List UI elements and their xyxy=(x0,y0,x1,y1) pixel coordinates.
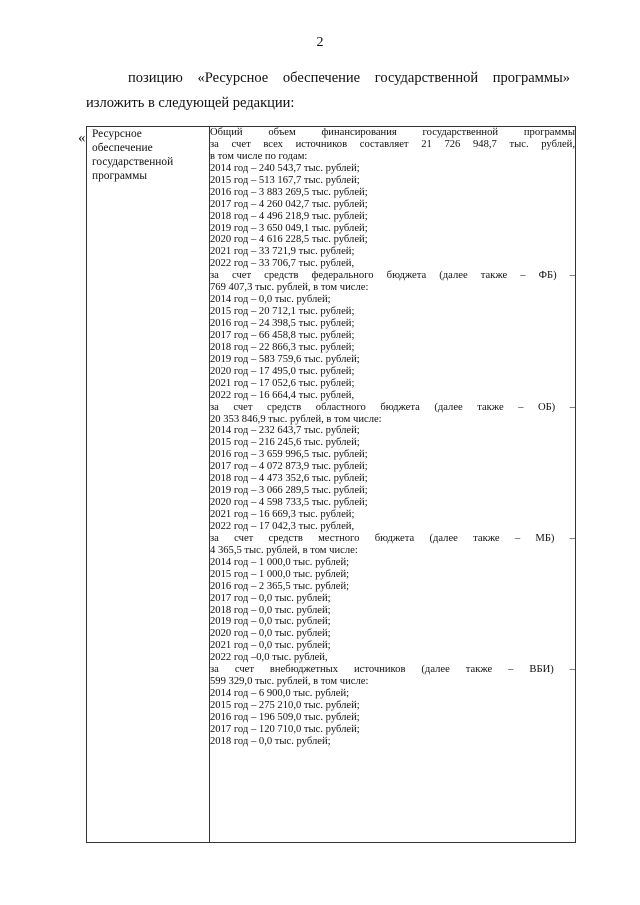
funding-line: за счет внебюджетных источников (далее также – ВБИ) – xyxy=(210,664,575,676)
content-cell xyxy=(210,127,576,843)
funding-line: 2016 год – 3 883 269,5 тыс. рублей; xyxy=(210,186,368,198)
funding-line: 2018 год – 4 496 218,9 тыс. рублей; xyxy=(210,210,368,222)
row-label: Ресурсное обеспечение государственной программы xyxy=(92,128,174,182)
funding-line: 2016 год – 2 365,5 тыс. рублей; xyxy=(210,580,350,592)
funding-line: 2016 год – 24 398,5 тыс. рублей; xyxy=(210,318,355,329)
intro-line-1: позицию «Ресурсное обеспечение государственной программы» xyxy=(128,70,570,86)
funding-line: 2015 год – 1 000,0 тыс. рублей; xyxy=(210,568,350,580)
funding-line: 2015 год – 216 245,6 тыс. рублей; xyxy=(210,437,360,449)
funding-line: 2015 год – 20 712,1 тыс. рублей; xyxy=(210,306,355,318)
funding-line: 769 407,3 тыс. рублей, в том числе: xyxy=(210,282,369,294)
resources-table xyxy=(86,126,576,843)
intro-line-2: изложить в следующей редакции: xyxy=(86,95,295,111)
funding-line: за счет средств местного бюджета (далее также – МБ) – xyxy=(210,532,575,544)
funding-line: в том числе по годам: xyxy=(210,150,308,162)
funding-line: 2022 год –0,0 тыс. рублей, xyxy=(210,652,328,664)
funding-line: 2018 год – 0,0 тыс. рублей; xyxy=(210,604,331,616)
funding-line: 2017 год – 66 458,8 тыс. рублей; xyxy=(210,329,355,341)
funding-line: 2022 год – 16 664,4 тыс. рублей, xyxy=(210,389,355,401)
funding-line: Общий объем финансирования государственной программы xyxy=(210,127,575,138)
funding-line: 2014 год – 6 900,0 тыс. рублей; xyxy=(210,688,350,700)
funding-line: 2019 год – 583 759,6 тыс. рублей; xyxy=(210,353,360,365)
funding-line: 2014 год – 232 643,7 тыс. рублей; xyxy=(210,425,360,437)
funding-line: 2016 год – 3 659 996,5 тыс. рублей; xyxy=(210,449,368,461)
label-cell xyxy=(87,127,210,843)
funding-line: 2021 год – 0,0 тыс. рублей; xyxy=(210,640,331,652)
funding-line: 2020 год – 4 598 733,5 тыс. рублей; xyxy=(210,497,368,509)
page-number: 2 xyxy=(316,35,324,50)
funding-line: 2021 год – 17 052,6 тыс. рублей; xyxy=(210,377,355,389)
funding-line: 2019 год – 3 650 049,1 тыс. рублей; xyxy=(210,222,368,234)
table-row xyxy=(87,127,576,843)
funding-line: 2022 год – 17 042,3 тыс. рублей, xyxy=(210,520,355,532)
funding-line: 2014 год – 0,0 тыс. рублей; xyxy=(210,294,331,306)
funding-line: 2018 год – 22 866,3 тыс. рублей; xyxy=(210,341,355,353)
funding-line: 4 365,5 тыс. рублей, в том числе: xyxy=(210,544,358,556)
funding-line: за счет средств областного бюджета (далее также – ОБ) – xyxy=(210,401,575,413)
funding-line: 2015 год – 275 210,0 тыс. рублей; xyxy=(210,700,360,711)
opening-quote: « xyxy=(78,130,86,146)
funding-line: за счет всех источников составляет 21 726 948,7 тыс. рублей, xyxy=(210,138,575,150)
funding-text xyxy=(210,127,575,748)
funding-line: 2019 год – 3 066 289,5 тыс. рублей; xyxy=(210,485,368,497)
funding-line: 2018 год – 0,0 тыс. рублей; xyxy=(210,735,331,747)
funding-line: 2016 год – 196 509,0 тыс. рублей; xyxy=(210,711,360,723)
funding-line: 2014 год – 240 543,7 тыс. рублей; xyxy=(210,162,360,174)
funding-line: 2017 год – 4 260 042,7 тыс. рублей; xyxy=(210,198,368,210)
funding-line: 20 353 846,9 тыс. рублей, в том числе: xyxy=(210,413,382,425)
funding-line: за счет средств федерального бюджета (далее также – ФБ) – xyxy=(210,270,575,282)
funding-line: 2017 год – 0,0 тыс. рублей; xyxy=(210,592,331,604)
funding-line: 2021 год – 16 669,3 тыс. рублей; xyxy=(210,509,355,520)
funding-line: 2017 год – 4 072 873,9 тыс. рублей; xyxy=(210,461,368,473)
funding-line: 2022 год – 33 706,7 тыс. рублей, xyxy=(210,258,355,270)
funding-line: 2014 год – 1 000,0 тыс. рублей; xyxy=(210,556,350,568)
funding-line: 2015 год – 513 167,7 тыс. рублей; xyxy=(210,174,360,186)
funding-line: 2018 год – 4 473 352,6 тыс. рублей; xyxy=(210,473,368,485)
funding-line: 599 329,0 тыс. рублей, в том числе: xyxy=(210,676,369,688)
funding-line: 2020 год – 0,0 тыс. рублей; xyxy=(210,628,331,640)
funding-line: 2019 год – 0,0 тыс. рублей; xyxy=(210,616,331,628)
funding-line: 2021 год – 33 721,9 тыс. рублей; xyxy=(210,246,355,258)
funding-line: 2017 год – 120 710,0 тыс. рублей; xyxy=(210,723,360,735)
funding-line: 2020 год – 17 495,0 тыс. рублей; xyxy=(210,365,355,377)
funding-line: 2020 год – 4 616 228,5 тыс. рублей; xyxy=(210,234,368,246)
